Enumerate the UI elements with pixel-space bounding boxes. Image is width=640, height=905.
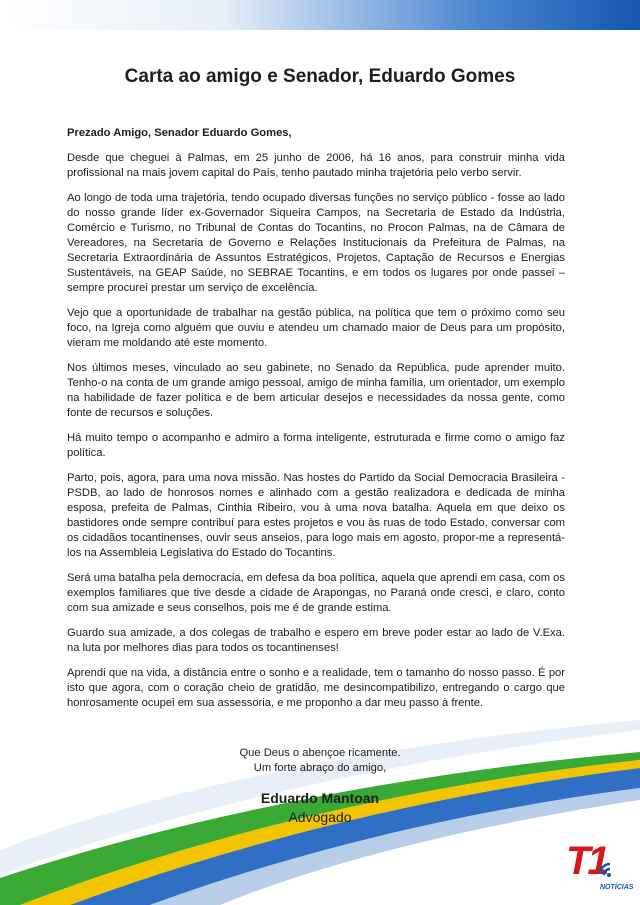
signer-name: Eduardo Mantoan bbox=[260, 790, 380, 806]
letter-title: Carta ao amigo e Senador, Eduardo Gomes bbox=[124, 66, 516, 87]
paragraph: Vejo que a oportunidade de trabalhar na gestão pública, na política que tem o próximo como seu foco, na Igreja como alguém que ouviu e atendeu um chamado maior de Deus para um propósito, vieram me moldando até este momento. bbox=[67, 307, 565, 349]
signal-icon bbox=[598, 862, 620, 880]
letter-body bbox=[67, 126, 565, 721]
paragraph: Há muito tempo o acompanho e admiro a forma inteligente, estruturada e firme como o amigo faz política. bbox=[67, 432, 565, 459]
paragraph: Nos últimos meses, vinculado ao seu gabinete, no Senado da República, pude aprender muito. Tenho-o na conta de um grande amigo pessoal, amigo de minha família, um orientador, um exemplo na habilidade de fazer política e de bem articular desejos e necessidades da nossa gente, como fonte de recursos e soluções. bbox=[67, 362, 565, 419]
logo-subtitle: NOTÍCIAS bbox=[600, 884, 634, 891]
closing-farewell: Um forte abraço do amigo, bbox=[253, 762, 387, 774]
paragraph: Aprendi que na vida, a distância entre o sonho e a realidade, tem o tamanho do nosso passo. É por isto que agora, com o coração cheio de gratidão, me desincompatibilizo, entregando o cargo que honrosamente ocupei em sua assessoria, e me proponho a dar meu passo à frente. bbox=[67, 667, 565, 709]
paragraph: Guardo sua amizade, a dos colegas de trabalho e espero em breve poder estar ao lado de V.Exa. na luta por melhores dias para todos os tocantinenses! bbox=[67, 627, 565, 654]
signer-role: Advogado bbox=[288, 809, 352, 825]
paragraph: Ao longo de toda uma trajetória, tendo ocupado diversas funções no serviço público - fosse ao lado do nosso grande líder ex-Governador Siqueira Campos, na Secretaria de Estado da Indústria, Comércio e Turismo, no Tribunal de Contas do Tocantins, no Procon Palmas, na de Câmara de Vereadores, na Secretaria de Governo e Relações Institucionais da Prefeitura de Palmas, na Secretaria Extraordinária de Assuntos Estratégicos, Projetos, Captação de Recursos e Energias Sustentáveis, na GEAP Saúde, no SEBRAE Tocantins, e em todos os lugares por onde passei – sempre procurei prestar um serviço de excelência. bbox=[67, 192, 565, 294]
logo-mark: T1 bbox=[566, 839, 607, 883]
closing-blessing: Que Deus o abençoe ricamente. bbox=[239, 747, 401, 759]
closing-block bbox=[0, 746, 640, 776]
paragraph: Desde que cheguei à Palmas, em 25 junho de 2006, há 16 anos, para construir minha vida profissional na mais jovem capital do País, tenho pautado minha trajetória pelo verbo servir. bbox=[67, 152, 565, 179]
letter-greeting: Prezado Amigo, Senador Eduardo Gomes, bbox=[67, 127, 292, 139]
top-color-band bbox=[0, 0, 640, 30]
paragraph: Será uma batalha pela democracia, em defesa da boa política, aquela que aprendi em casa, com os exemplos familiares que tive desde a cidade de Arapongas, no Paraná onde cresci, e claro, conto com sua amizade e seus conselhos, pois me é de grande estima. bbox=[67, 572, 565, 614]
paragraph: Parto, pois, agora, para uma nova missão. Nas hostes do Partido da Social Democracia Brasileira - PSDB, ao lado de honrosos nomes e alinhado com a gestão realizadora e dedicada de minha esposa, prefeita de Palmas, Cinthia Ribeiro, vou à uma nova batalha. Aquela em que deixo os bastidores onde sempre contribuí para estes projetos e vou às ruas de todo Estado, conversar com os cidadãos tocantinenses, ouvir seus anseios, para logo mais em agosto, propor-me a representá-los na Assembleia Legislativa do Estado do Tocantins. bbox=[67, 472, 565, 559]
